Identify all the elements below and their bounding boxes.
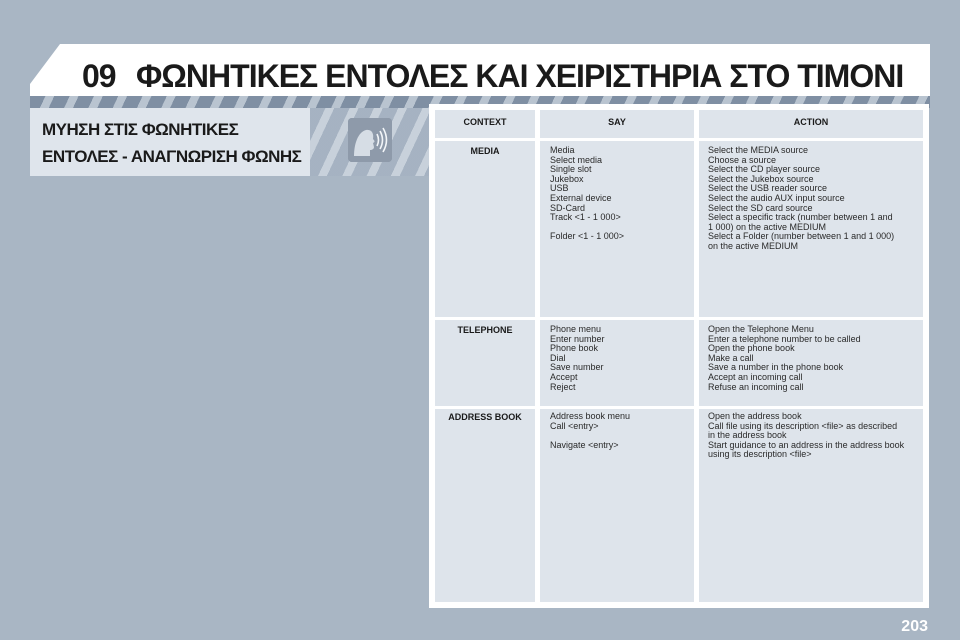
section-subtitle-line1: ΜΥΗΣΗ ΣΤΙΣ ΦΩΝΗΤΙΚΕΣ xyxy=(42,120,239,139)
action-media: Select the MEDIA source Choose a source Select the CD player source Select the Jukebox source Select the USB reader source Select the audio AUX input source Select the SD card source Select a specific track (number between 1 and 1 000) on the active MEDIUM Select a Folder (number between 1 and 1 000) on the active MEDIUM xyxy=(708,145,895,251)
action-telephone: Open the Telephone Menu Enter a telephone number to be called Open the phone book Make a call Save a number in the phone book Accept an incoming call Refuse an incoming call xyxy=(708,324,861,392)
context-media: MEDIA xyxy=(470,146,500,156)
table-row-media-context-cell xyxy=(435,141,535,317)
chapter-title: ΦΩΝΗΤΙΚΕΣ ΕΝΤΟΛΕΣ ΚΑΙ ΧΕΙΡΙΣΤΗΡΙΑ ΣΤΟ ΤΙΜΟΝΙ xyxy=(136,58,904,94)
action-address-book: Open the address book Call file using its description <file> as described in the address book Start guidance to an address in the address book using its description <file> xyxy=(708,411,905,460)
context-address-book: ADDRESS BOOK xyxy=(448,412,522,422)
table-row-address-book-context-cell xyxy=(435,409,535,602)
context-telephone: TELEPHONE xyxy=(457,325,513,335)
say-telephone: Phone menu Enter number Phone book Dial Save number Accept Reject xyxy=(550,324,605,392)
voice-commands-table xyxy=(429,104,929,608)
header-context: CONTEXT xyxy=(463,117,507,127)
header-action: ACTION xyxy=(793,117,829,127)
chapter-number: 09 xyxy=(82,58,116,94)
page-number: 203 xyxy=(901,618,928,635)
header-say: SAY xyxy=(608,117,626,127)
section-subtitle-line2: ΕΝΤΟΛΕΣ - ΑΝΑΓΝΩΡΙΣΗ ΦΩΝΗΣ xyxy=(42,147,302,166)
say-media: Media Select media Single slot Jukebox USB External device SD-Card Track <1 - 1 000> Folder <1 - 1 000> xyxy=(550,145,625,242)
voice-speaking-icon xyxy=(348,118,392,162)
say-address-book: Address book menu Call <entry> Navigate <entry> xyxy=(550,411,631,450)
